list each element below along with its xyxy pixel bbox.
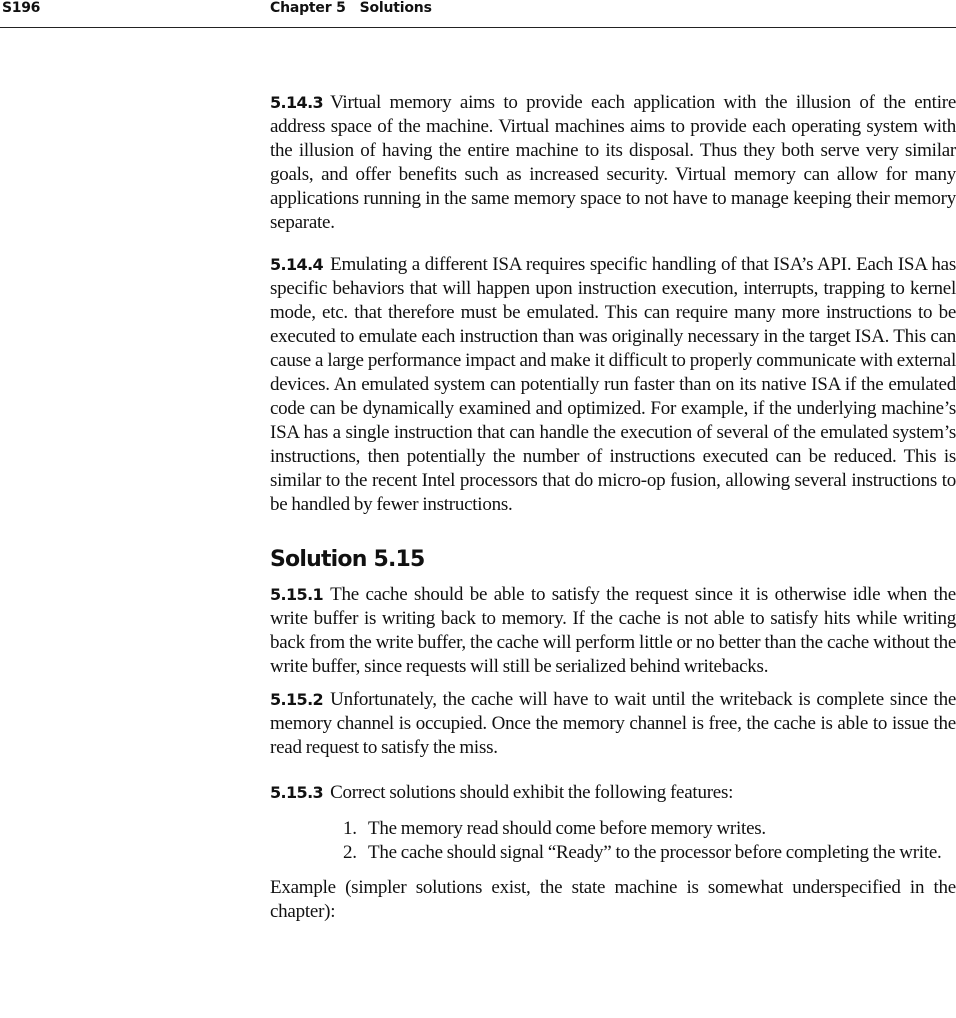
paragraph-5-14-4 — [270, 253, 956, 516]
label-5-15-2: 5.15.2 — [270, 690, 324, 710]
label-5-15-3: 5.15.3 — [270, 782, 324, 802]
text-5-14-3: Virtual memory aims to provide each application with the illusion of the entire address space of the machine. Virtual machines aims to provide each operating system with the illusion of having the entire machine to its disposal. Thus they both serve very similar goals, and offer benefits such as increased security. Virtual memory can allow for many applications running in the same memory space to not have to manage keeping their memory separate. — [270, 92, 956, 233]
solution-heading: Solution 5.15 — [270, 547, 425, 573]
running-title — [270, 0, 432, 16]
page-number: S196 — [2, 0, 41, 16]
text-5-15-3: Correct solutions should exhibit the following features: — [330, 781, 734, 803]
list-item-number: 1. — [343, 817, 357, 839]
example-paragraph: Example (simpler solutions exist, the state machine is somewhat underspecified in the chapter): — [270, 877, 956, 923]
list-item — [270, 841, 956, 865]
paragraph-5-14-3 — [270, 91, 956, 234]
label-5-14-3: 5.14.3 — [270, 93, 324, 112]
text-5-15-2: Unfortunately, the cache will have to wait until the writeback is complete since the memory channel is occupied. Once the memory channel is free, the cache is able to issue the read request to satisfy the miss. — [270, 689, 956, 758]
chapter-label: Chapter 5 — [270, 0, 346, 16]
list-item-text: The memory read should come before memory writes. — [368, 817, 766, 839]
section-label: Solutions — [359, 0, 432, 16]
page-body — [270, 91, 956, 924]
text-5-15-1: The cache should be able to satisfy the request since it is otherwise idle when the write buffer is writing back to memory. If the cache is not able to satisfy hits while writing back from the write buffer, the cache will perform little or no better than the cache without the write buffer, since requests will still be serialized behind writebacks. — [270, 584, 956, 678]
list-item-text: The cache should signal “Ready” to the processor before completing the write. — [368, 841, 942, 863]
label-5-14-4: 5.14.4 — [270, 255, 324, 275]
paragraph-5-15-2 — [270, 688, 956, 760]
list-item-number: 2. — [343, 841, 357, 863]
feature-list — [270, 817, 956, 865]
text-5-14-4: Emulating a different ISA requires specific handling of that ISA’s API. Each ISA has specific behaviors that will happen upon instruction execution, interrupts, trapping to kernel mode, etc. that therefore must be emulated. This can require many more instructions to be executed to emulate each instruction than was originally necessary in the target ISA. This can cause a large performance impact and make it difficult to properly communicate with external devices. An emulated system can potentially run faster than on its native ISA if the emulated code can be dynamically examined and optimized. For example, if the underlying machine’s ISA has a single instruction that can handle the execution of several of the emulated system’s instructions, then potentially the number of instructions executed can be reduced. This is similar to the recent Intel processors that do micro-op fusion, allowing several instructions to be handled by fewer instructions. — [270, 254, 956, 515]
page-header — [0, 0, 956, 28]
paragraph-5-15-3 — [270, 781, 956, 805]
label-5-15-1: 5.15.1 — [270, 585, 324, 605]
paragraph-5-15-1 — [270, 583, 956, 679]
list-item — [270, 817, 956, 841]
